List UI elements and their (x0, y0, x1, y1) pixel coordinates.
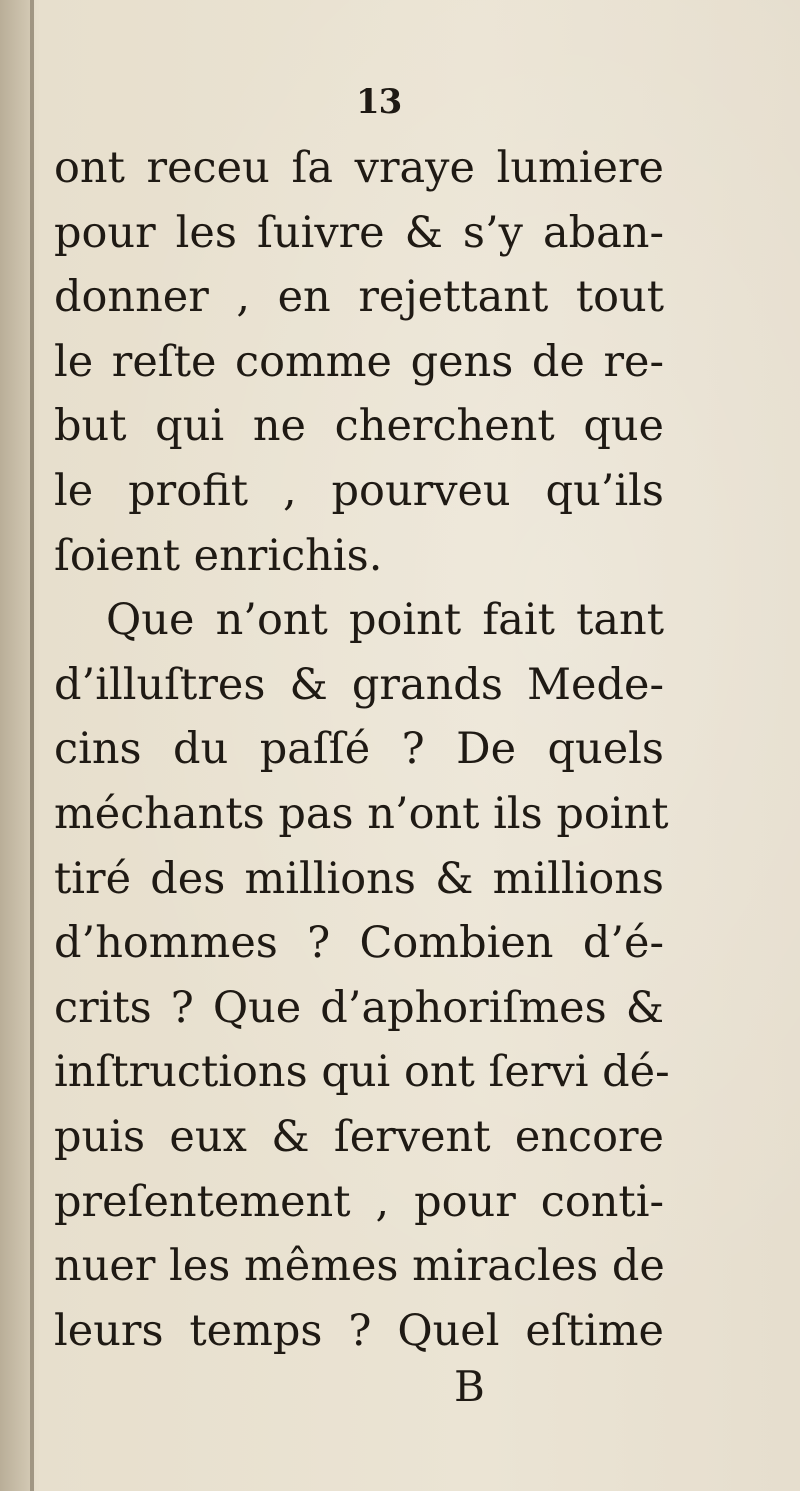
text-line: crits ? Que d’aphoriſmes & (54, 982, 664, 1033)
binding-shadow (0, 0, 30, 1491)
text-line-paragraph-start: Que n’ont point fait tant (106, 595, 664, 646)
text-line: d’hommes ? Combien d’é- (54, 918, 664, 969)
text-line: inſtructions qui ont ſervi dé- (54, 1047, 670, 1098)
text-line: but qui ne cherchent que (54, 401, 664, 452)
page-number: 13 (356, 82, 402, 122)
text-line: le profit , pourveu qu’ils (54, 465, 664, 516)
text-line: donner , en rejettant tout (54, 272, 664, 323)
text-line: puis eux & ſervent encore (54, 1111, 664, 1162)
text-line: tiré des millions & millions (54, 853, 664, 904)
text-line: méchants pas n’ont ils point (54, 788, 669, 839)
signature-mark: B (454, 1362, 485, 1411)
text-line: le reſte comme gens de re- (54, 336, 664, 387)
body-text (54, 136, 670, 1363)
text-line: preſentement , pour conti- (54, 1176, 664, 1227)
text-line: ont receu ſa vraye lumiere (54, 143, 664, 193)
text-line: pour les ſuivre & s’y aban- (54, 207, 664, 258)
text-line: leurs temps ? Quel eſtime (54, 1305, 664, 1356)
text-line: d’illuſtres & grands Mede- (54, 659, 664, 710)
text-line: nuer les mêmes miracles de (54, 1241, 665, 1292)
binding-edge (30, 0, 34, 1491)
text-line: cins du paſſé ? De quels (54, 724, 664, 775)
text-line: ſoient enrichis. (54, 530, 383, 581)
